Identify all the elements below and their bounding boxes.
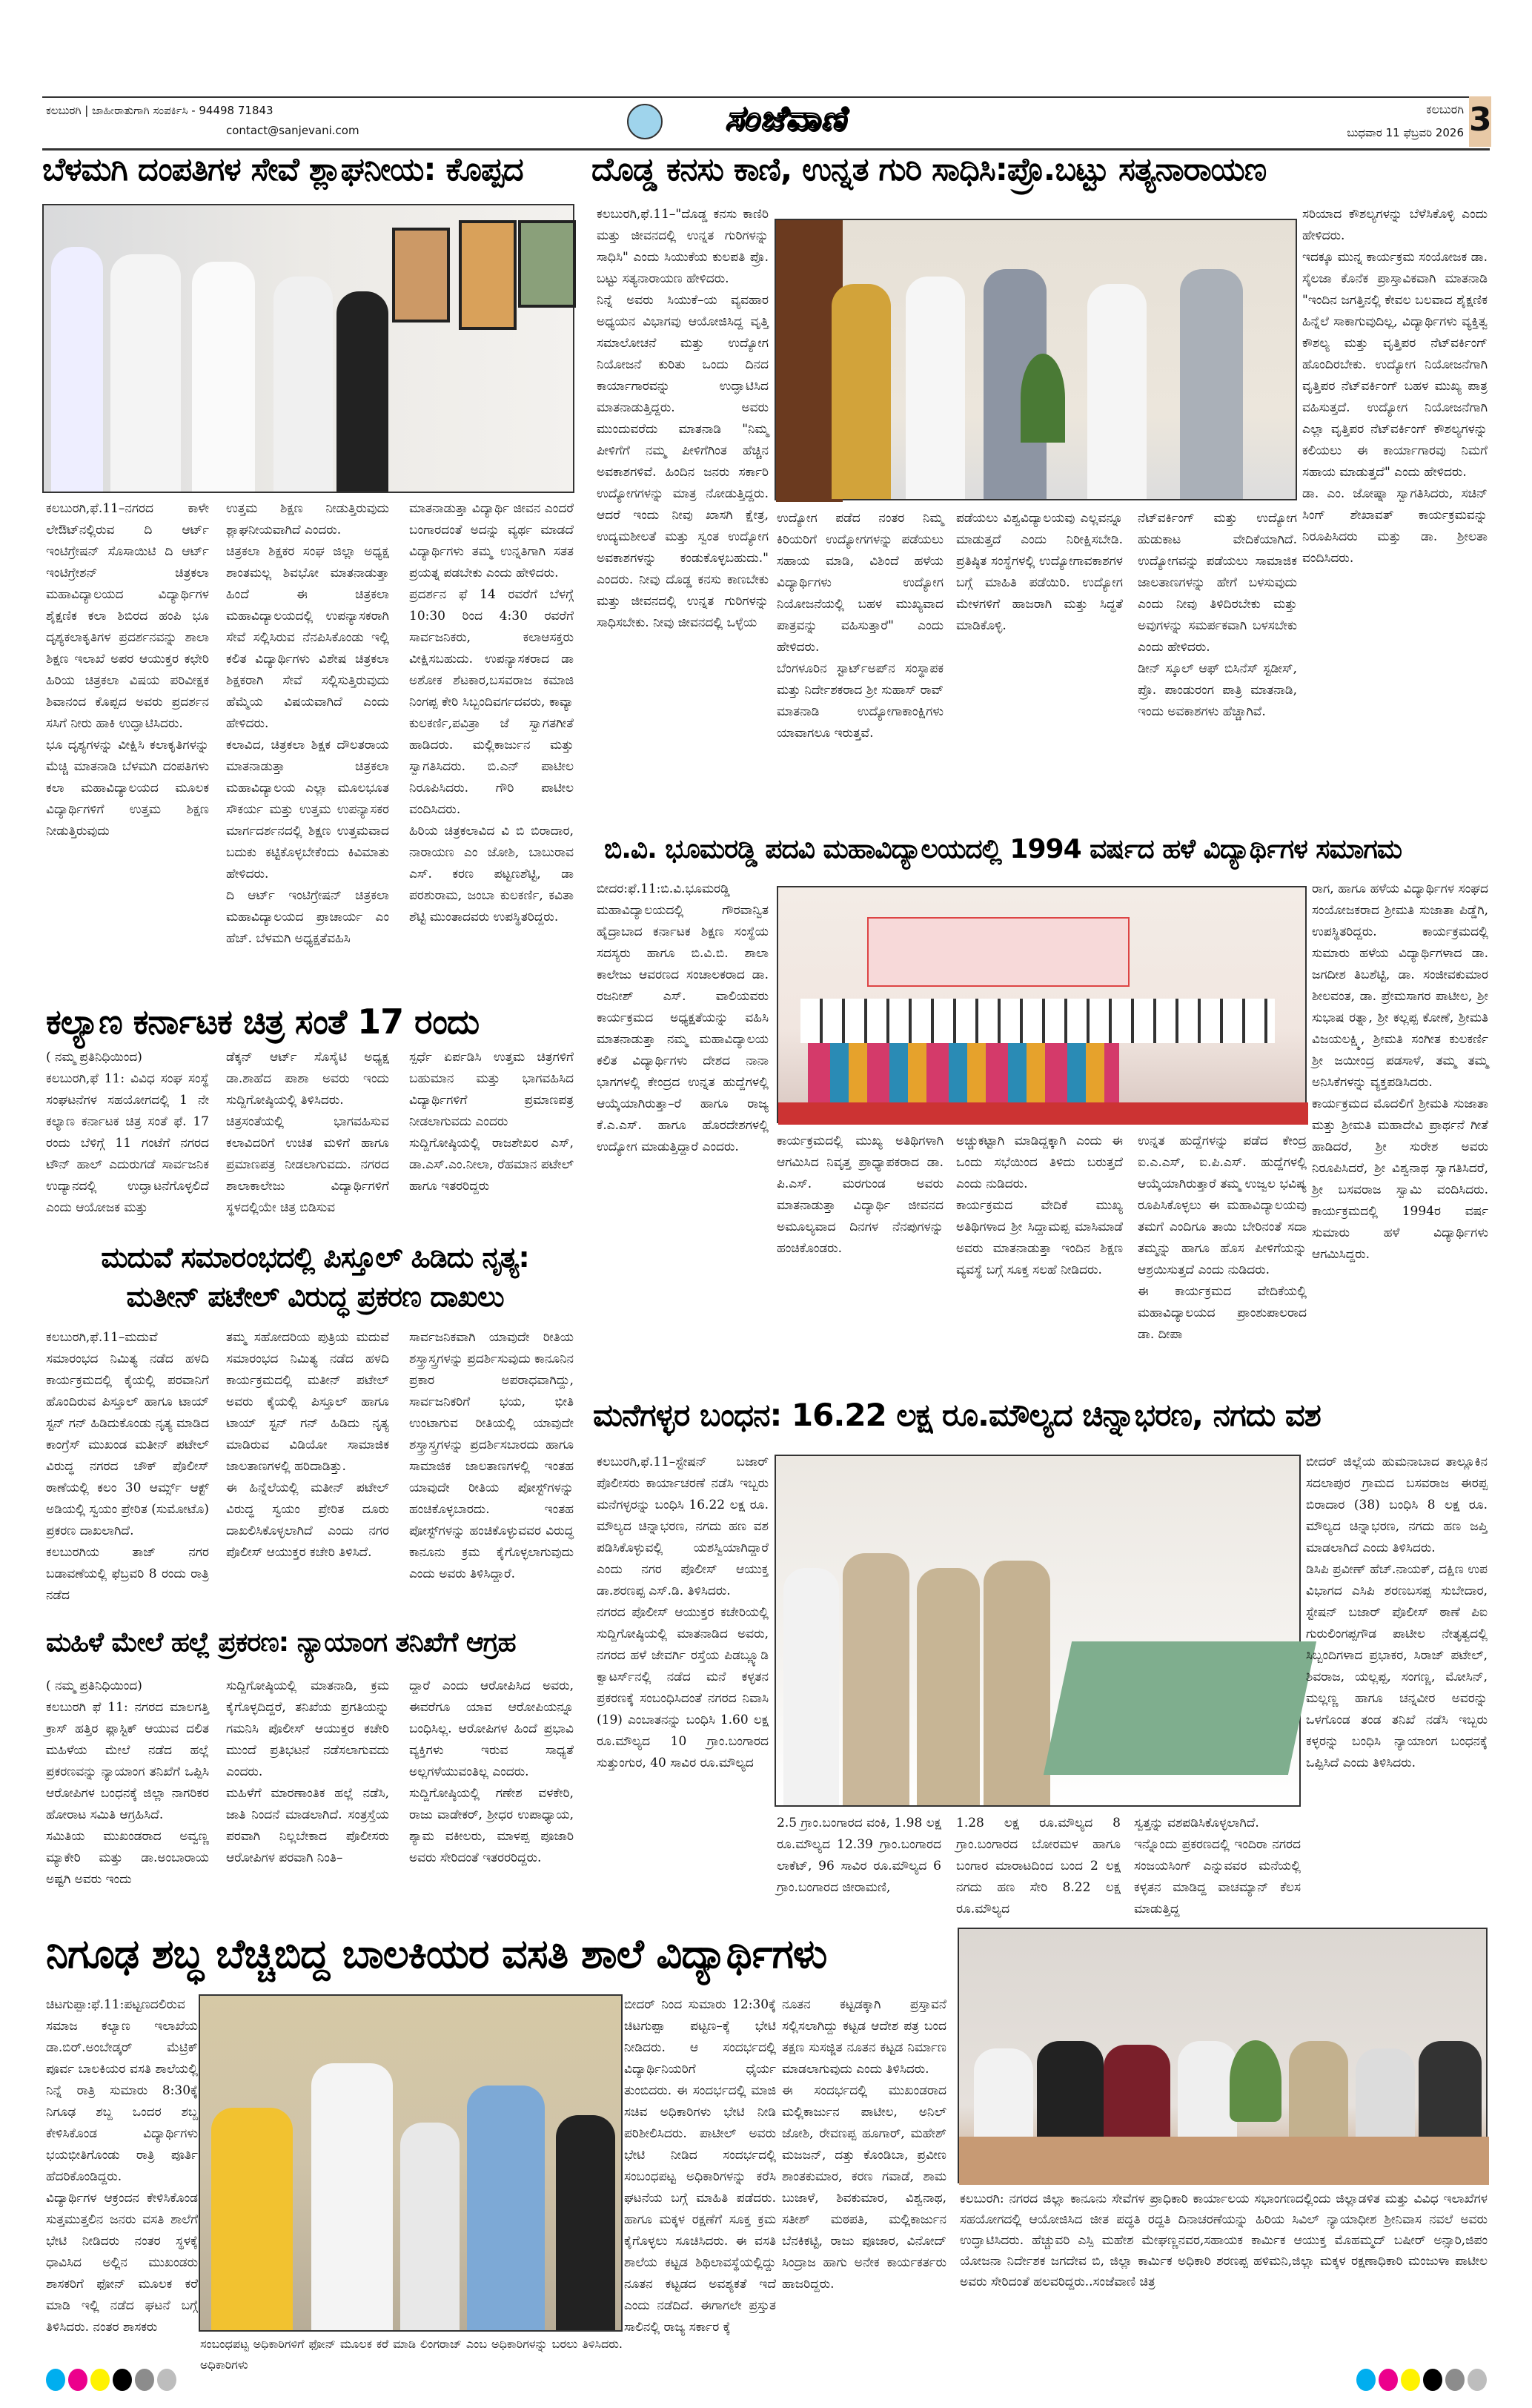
yellow-dot <box>90 2369 110 2391</box>
masthead-bottom-rule <box>42 148 1490 150</box>
jewellery-display-board <box>1044 1641 1316 1775</box>
person-figure <box>1087 284 1147 499</box>
plant <box>1230 2040 1281 2122</box>
person-figure <box>336 291 388 492</box>
theft-col-5: ಸ್ವತ್ತನ್ನು ವಶಪಡಿಸಿಕೊಳ್ಳಲಾಗಿದೆ. ಇನ್ನೊಂದು ಪ್ರಕರಣದಲ್ಲಿ ಇಂದಿರಾ ನಗರದ ಸಂಜಯಸಿಂಗ್ ಎನ್ನುವವರ ಮನೆಯಲ್ಲಿ ಕಳ್ಳತನ ಮಾಡಿದ್ದ ವಾಚಮ್ಯಾನ್ ಕೆಲಸ ಮಾಡುತ್ತಿದ್ದ <box>1134 1816 1301 1916</box>
photo-alumni-meet <box>777 886 1307 1123</box>
headline-bhoomaraddi: ಬಿ.ವಿ. ಭೂಮರಡ್ಡಿ ಪದವಿ ಮಹಾವಿದ್ಯಾಲಯದಲ್ಲಿ 1994 ವರ್ಷದ ಹಳೆ ವಿದ್ಯಾರ್ಥಿಗಳ ಸಮಾಗಮ <box>604 834 1402 864</box>
photo-mla-visit-hostel <box>199 1994 623 2332</box>
gray-dot <box>135 2369 154 2391</box>
person-figure <box>51 247 103 492</box>
black-dot <box>1423 2369 1442 2391</box>
theft-col-2: ಬೀದರ್ ಜಿಲ್ಲೆಯ ಹುಮನಾಬಾದ ತಾಲ್ಲೂಕಿನ ಸದಲಾಪುರ ಗ್ರಾಮದ ಬಸವರಾಜ ಈರಪ್ಪ ಬಿರಾದಾರ (38) ಬಂಧಿಸಿ 8 ಲಕ್ಷ ರೂ. ಮೌಲ್ಯದ ಚಿನ್ನಾಭರಣ, ನಗದು ಹಣ ಜಪ್ತಿ ಮಾಡಲಾಗಿದೆ ಎಂದು ತಿಳಿಸಿದರು. ಡಿಸಿಪಿ ಪ್ರವೀಣ್ ಹೆಚ್.ನಾಯಕ್, ದಕ್ಷಿಣ ಉಪ ವಿಭಾಗದ ಎಸಿಪಿ ಶರಣಬಸಪ್ಪ ಸುಬೇದಾರ, ಸ್ಟೇಷನ್ ಬಜಾರ್ ಪೊಲೀಸ್ ಠಾಣೆ ಪಿಐ ಗುರುಲಿಂಗಪ್ಪಗೌಡ ಪಾಟೀಲ ನೇತೃತ್ವದಲ್ಲಿ ಸಿಬ್ಬಂದಿಗಳಾದ ಪ್ರಭಾಕರ, ಸಿರಾಜ್ ಪಟೇಲ್, ಶಿವರಾಜ, ಯಲ್ಲಪ್ಪ, ಸಂಗಣ್ಣ, ಮೋಸಿನ್, ಮಲ್ಲಣ್ಣ ಹಾಗೂ ಚನ್ನವೀರ ಅವರನ್ನು ಒಳಗೊಂಡ ತಂಡ ತನಿಖೆ ನಡೆಸಿ ಇಬ್ಬರು ಕಳ್ಳರನ್ನು ಬಂಧಿಸಿ ನ್ಯಾಯಾಂಗ ಬಂಧನಕ್ಕೆ ಒಪ್ಪಿಸಿದೆ ಎಂದು ತಿಳಿಸಿದರು. <box>1306 1455 1488 1770</box>
logo-globe-icon <box>627 104 663 139</box>
kalyana-col-2: ಡೆಕ್ಕನ್ ಆರ್ಟ್ ಸೊಸೈಟಿ ಅಧ್ಯಕ್ಷ ಡಾ.ಶಾಹೆದ ಪಾಶಾ ಅವರು ಇಂದು ಸುದ್ದಿಗೋಷ್ಠಿಯಲ್ಲಿ ತಿಳಿಸಿದರು. ಚಿತ್ರಸಂತೆಯಲ್ಲಿ ಭಾಗವಹಿಸುವ ಕಲಾವಿದರಿಗೆ ಉಚಿತ ಮಳಿಗೆ ಹಾಗೂ ಪ್ರಮಾಣಪತ್ರ ನೀಡಲಾಗುವದು. ನಗರದ ಶಾಲಾಕಾಲೇಜು ವಿದ್ಯಾರ್ಥಿಗಳಿಗೆ ಸ್ಥಳದಲ್ಲಿಯೇ ಚಿತ್ರ ಬಿಡಿಸುವ <box>226 1050 389 1215</box>
headline-kalyana: ಕಲ್ಯಾಣ ಕರ್ನಾಟಕ ಚಿತ್ರ ಸಂತೆ 17 ರಂದು <box>46 1002 480 1042</box>
headline-belamagi: ಬೆಳಮಗಿ ದಂಪತಿಗಳ ಸೇವೆ ಶ್ಲಾಘನೀಯ: ಕೊಪ್ಪದ <box>42 151 523 188</box>
yellow-dot <box>1401 2369 1420 2391</box>
bhattu-col-5: ನೆಟ್‌ವರ್ಕಿಂಗ್ ಮತ್ತು ಉದ್ಯೋಗ ಹುಡುಕಾಟ ವೇದಿಕೆಯಾಗಿದೆ. ಉದ್ಯೋಗವನ್ನು ಪಡೆಯಲು ಸಾಮಾಜಿಕ ಜಾಲತಾಣಗಳನ್ನು ಹೇಗೆ ಬಳಸುವುದು ಎಂದು ನೀವು ತಿಳಿದಿರಬೇಕು ಮತ್ತು ಅವುಗಳನ್ನು ಸಮರ್ಪಕವಾಗಿ ಬಳಸಬೇಕು ಎಂದು ಹೇಳಿದರು. ಡೀನ್ ಸ್ಕೂಲ್ ಆಫ್ ಬಿಸಿನೆಸ್ ಸ್ಟಡೀಸ್, ಪ್ರೊ. ಪಾಂಡುರಂಗ ಪಾತ್ರಿ ಮಾತನಾಡಿ, ಇಂದು ಅವಕಾಶಗಳು ಹೆಚ್ಚಾಗಿವೆ. <box>1138 511 1297 719</box>
table <box>959 2137 1489 2185</box>
person-figure <box>783 1568 839 1805</box>
page-number: 3 <box>1469 96 1491 147</box>
kalyana-col-3: ಸ್ಪರ್ಧೆ ಏರ್ಪಡಿಸಿ ಉತ್ತಮ ಚಿತ್ರಗಳಿಗೆ ಬಹುಮಾನ ಮತ್ತು ಭಾಗವಹಿಸಿದ ವಿದ್ಯಾರ್ಥಿಗಳಿಗೆ ಪ್ರಮಾಣಪತ್ರ ನೀಡಲಾಗುವದು ಎಂದರು ಸುದ್ದಿಗೋಷ್ಠಿಯಲ್ಲಿ ರಾಜಶೇಖರ ಎಸ್, ಡಾ.ಎಸ್.ಎಂ.ನೀಲಾ, ರೆಹಮಾನ ಪಟೇಲ್ ಹಾಗೂ ಇತರರಿದ್ದರು <box>409 1050 574 1194</box>
person-figure <box>110 254 181 492</box>
person-figure <box>556 2115 615 2330</box>
painting-frame <box>459 220 517 330</box>
person-figure <box>211 2108 293 2330</box>
maduve-col-1: ಕಲಬುರಗಿ,ಫೆ.11–ಮದುವೆ ಸಮಾರಂಭದ ನಿಮಿತ್ಯ ನಡೆದ ಹಳದಿ ಕಾರ್ಯಕ್ರಮದಲ್ಲಿ ಕೈಯಲ್ಲಿ ಪರವಾನಿಗೆ ಹೊಂದಿರುವ ಪಿಸ್ತೂಲ್ ಹಾಗೂ ಟಾಯ್ ಸ್ಟನ್ ಗನ್ ಹಿಡಿದುಕೊಂಡು ನೃತ್ಯ ಮಾಡಿದ ಕಾಂಗ್ರೆಸ್ ಮುಖಂಡ ಮತೀನ್ ಪಟೇಲ್ ವಿರುದ್ಧ ನಗರದ ಚೌಕ್ ಪೊಲೀಸ್ ಠಾಣೆಯಲ್ಲಿ ಕಲಂ 30 ಆರ್ಮ್ಸ್ ಆಕ್ಟ್ ಅಡಿಯಲ್ಲಿ ಸ್ವಯಂ ಪ್ರೇರಿತ (ಸುಮೋಟೊ) ಪ್ರಕರಣ ದಾಖಲಾಗಿದೆ. ಕಲಬುರಗಿಯ ತಾಜ್ ನಗರ ಬಡಾವಣೆಯಲ್ಲಿ ಫೆಬ್ರವರಿ 8 ರಂದು ರಾತ್ರಿ ನಡೆದ <box>46 1330 209 1603</box>
belamagi-col-3: ಮಾತನಾಡುತ್ತಾ ವಿದ್ಯಾರ್ಥಿ ಜೀವನ ಎಂದರೆ ಬಂಗಾರದಂತೆ ಅದನ್ನು ವ್ಯರ್ಥ ಮಾಡದೆ ವಿದ್ಯಾರ್ಥಿಗಳು ತಮ್ಮ ಉನ್ನತಿಗಾಗಿ ಸತತ ಪ್ರಯತ್ನ ಪಡಬೇಕು ಎಂದು ಹೇಳಿದರು. ಪ್ರದರ್ಶನ ಫೆ 14 ರವರೆಗೆ ಬೆಳಗ್ಗೆ 10:30 ರಿಂದ 4:30 ರವರೆಗೆ ಸಾರ್ವಜನಿಕರು, ಕಲಾಆಸಕ್ತರು ವೀಕ್ಷಿಸಬಹುದು. ಉಪನ್ಯಾಸಕರಾದ ಡಾ ಅಶೋಕ ಶೆಟಕಾರ,ಬಸವರಾಜ ಕಮಾಜಿ ನಿಂಗಪ್ಪ ಕೇರಿ ಸಿಬ್ಬಂದಿವರ್ಗದವರು, ಕಾವ್ಯಾ ಕುಲಕರ್ಣಿ,ಪವಿತ್ರಾ ಜೆ ಸ್ವಾಗತಗೀತೆ ಹಾಡಿದರು. ಮಲ್ಲಿಕಾರ್ಜುನ ಮತ್ತು ಸ್ವಾಗತಿಸಿದರು. ಬಿ.ಎನ್ ಪಾಟೀಲ ನಿರೂಪಿಸಿದರು. ಗೌರಿ ಪಾಟೀಲ ವಂದಿಸಿದರು. ಹಿರಿಯ ಚಿತ್ರಕಲಾವಿದ ವಿ ಬಿ ಬಿರಾದಾರ, ನಾರಾಯಣ ಎಂ ಜೋಶಿ, ಬಾಬುರಾವ ಎಸ್. ಕರಣ ಪಟ್ಟಣಶೆಟ್ಟಿ, ಡಾ ಪರಶುರಾಮ, ಜಂಬಾ ಕುಲಕರ್ಣಿ, ಕವಿತಾ ಶೆಟ್ಟಿ ಮುಂತಾದವರು ಉಪಸ್ಥಿತರಿದ್ದರು. <box>409 501 574 924</box>
headline-theft: ಮನೆಗಳ್ಳರ ಬಂಧನ: 16.22 ಲಕ್ಷ ರೂ.ಮೌಲ್ಯದ ಚಿನ್ನಾಭರಣ, ನಗದು ವಶ <box>593 1397 1321 1433</box>
person-figure <box>467 2086 545 2330</box>
people-row-front <box>808 1043 1119 1102</box>
person-figure <box>311 2063 393 2330</box>
bhattu-col-2: ಸರಿಯಾದ ಕೌಶಲ್ಯಗಳನ್ನು ಬೆಳೆಸಿಕೊಳ್ಳಿ ಎಂದು ಹೇಳಿದರು. ಇದಕ್ಕೂ ಮುನ್ನ ಕಾರ್ಯಕ್ರಮ ಸಂಯೋಜಕ ಡಾ. ಸೈಲಜಾ ಕೊನೆಕ ಪ್ರಾಸ್ತಾವಿಕವಾಗಿ ಮಾತನಾಡಿ "ಇಂದಿನ ಜಗತ್ತಿನಲ್ಲಿ ಕೇವಲ ಬಲವಾದ ಶೈಕ್ಷಣಿಕ ಹಿನ್ನೆಲೆ ಸಾಕಾಗುವುದಿಲ್ಲ, ವಿದ್ಯಾರ್ಥಿಗಳು ವ್ಯಕ್ತಿತ್ವ ಕೌಶಲ್ಯ ಮತ್ತು ವೃತ್ತಿಪರ ನೆಟ್‌ವರ್ಕಿಂಗ್ ಹೊಂದಿರಬೇಕು. ಉದ್ಯೋಗ ನಿಯೋಜನೆಗಾಗಿ ವೃತ್ತಿಪರ ನೆಟ್‌ವರ್ಕಿಂಗ್ ಬಹಳ ಮುಖ್ಯ ಪಾತ್ರ ವಹಿಸುತ್ತದೆ. ಉದ್ಯೋಗ ನಿಯೋಜನೆಗಾಗಿ ಎಲ್ಲಾ ವೃತ್ತಿಪರ ನೆಟ್‌ವರ್ಕಿಂಗ್ ಕೌಶಲ್ಯಗಳನ್ನು ಕಲಿಯಲು ಈ ಕಾರ್ಯಾಗಾರವು ನಿಮಗೆ ಸಹಾಯ ಮಾಡುತ್ತದೆ" ಎಂದು ಹೇಳಿದರು. ಡಾ. ಎಂ. ಜೋಷ್ನಾ ಸ್ವಾಗತಿಸಿದರು, ಸಚಿನ್ ಸಿಂಗ್ ಶೇಖಾವತ್ ಕಾರ್ಯಕ್ರಮವನ್ನು ನಿರೂಪಿಸಿದರು ಮತ್ತು ಡಾ. ಶ್ರೀಲತಾ ವಂದಿಸಿದರು. <box>1302 207 1488 566</box>
headline-maduve-line1: ಮದುವೆ ಸಮಾರಂಭದಲ್ಲಿ ಪಿಸ್ತೂಲ್ ಹಿಡಿದು ನೃತ್ಯ: <box>101 1241 529 1274</box>
maduve-col-2: ತಮ್ಮ ಸಹೋದರಿಯ ಪುತ್ರಿಯ ಮದುವೆ ಸಮಾರಂಭದ ನಿಮಿತ್ಯ ನಡೆದ ಹಳದಿ ಕಾರ್ಯಕ್ರಮದಲ್ಲಿ ಮತೀನ್ ಪಟೇಲ್ ಅವರು ಕೈಯಲ್ಲಿ ಪಿಸ್ತೂಲ್ ಹಾಗೂ ಟಾಯ್ ಸ್ಟನ್ ಗನ್ ಹಿಡಿದು ನೃತ್ಯ ಮಾಡಿರುವ ವಿಡಿಯೋ ಸಾಮಾಜಿಕ ಜಾಲತಾಣಗಳಲ್ಲಿ ಹರಿದಾಡಿತ್ತು. ಈ ಹಿನ್ನೆಲೆಯಲ್ಲಿ ಮತೀನ್ ಪಟೇಲ್ ವಿರುದ್ಧ ಸ್ವಯಂ ಪ್ರೇರಿತ ದೂರು ದಾಖಲಿಸಿಕೊಳ್ಳಲಾಗಿದೆ ಎಂದು ನಗರ ಪೊಲೀಸ್ ಆಯುಕ್ತರ ಕಚೇರಿ ತಿಳಿಸಿದೆ. <box>226 1330 389 1560</box>
photo-bonded-labour-day <box>958 1928 1488 2183</box>
light-gray-dot <box>1468 2369 1487 2391</box>
magenta-dot <box>68 2369 87 2391</box>
police-officer-figure <box>843 1553 909 1805</box>
bhattu-col-4: ಪಡೆಯಲು ವಿಶ್ವವಿದ್ಯಾಲಯವು ಎಲ್ಲವನ್ನೂ ಮಾಡುತ್ತದೆ ಎಂದು ನಿರೀಕ್ಷಿಸಬೇಡಿ. ಪ್ರತಿಷ್ಠಿತ ಸಂಸ್ಥೆಗಳಲ್ಲಿ ಉದ್ಯೋಗಾವಕಾಶಗಳ ಬಗ್ಗೆ ಮಾಹಿತಿ ಪಡೆಯಿರಿ. ಉದ್ಯೋಗ ಮೇಳಗಳಿಗೆ ಹಾಜರಾಗಿ ಮತ್ತು ಸಿದ್ಧತೆ ಮಾಡಿಕೊಳ್ಳಿ. <box>956 511 1123 633</box>
bhoomaraddi-col-3: ಕಾರ್ಯಕ್ರಮದಲ್ಲಿ ಮುಖ್ಯ ಅತಿಥಿಗಳಾಗಿ ಆಗಮಿಸಿದ ನಿವೃತ್ತ ಪ್ರಾಧ್ಯಾಪಕರಾದ ಡಾ. ಪಿ.ಎಸ್. ಮರಗುಂಡ ಅವರು ಮಾತನಾಡುತ್ತಾ ವಿದ್ಯಾರ್ಥಿ ಜೀವನದ ಅಮೂಲ್ಯವಾದ ದಿನಗಳ ನೆನಪುಗಳನ್ನು ಹಂಚಿಕೊಂಡರು. <box>777 1134 944 1256</box>
nigoodha-col-3: ನೂತನ ಕಟ್ಟಡಕ್ಕಾಗಿ ಪ್ರಸ್ತಾವನೆ ಸಲ್ಲಿಸಲಾಗಿದ್ದು ಕಟ್ಟಡ ಆದೇಶ ಪತ್ರ ಬಂದ ತಕ್ಷಣ ಸುಸಜ್ಜಿತ ನೂತನ ಕಟ್ಟಡ ನಿರ್ಮಾಣ ಮಾಡಲಾಗುವುದು ಎಂದು ತಿಳಿಸಿದರು. ಈ ಸಂದರ್ಭದಲ್ಲಿ ಮುಖಂಡರಾದ ಮಲ್ಲಿಕಾರ್ಜುನ ಪಾಟೀಲ, ಅನಿಲ್ ಜೋಶಿ, ರೇವಣಪ್ಪ ಹೂಗಾರ್, ಮಹೇಶ್ ಮಜಜನ್, ದತ್ತು ಕೊಂಡಿಬಾ, ಪ್ರವೀಣ ಶಾಂತಕುಮಾರ, ಕರಣ ಗವಾಡೆ, ಶಾಮ ಬುಜಾಳೆ, ಶಿವಕುಮಾರ, ವಿಶ್ವನಾಥ, ಸತೀಶ್ ಮಠಪತಿ, ಮಲ್ಲಿಕಾರ್ಜುನ ಬೆನಕಿಕಟ್ಟಿ, ರಾಜು ಪೂಜಾರ, ವಿನೋದ್ ಸಿಂದ್ರಾಜ ಹಾಗು ಅನೇಕ ಕಾರ್ಯಕರ್ತರು ಹಾಜರಿದ್ದರು. <box>782 1997 946 2292</box>
nigoodha-col-2: ಬೀದರ್ ನಿಂದ ಸುಮಾರು 12:30ಕ್ಕೆ ಚಿಟಗುಪ್ಪಾ ಪಟ್ಟಣ–ಕ್ಕೆ ಭೇಟಿ ನೀಡಿದರು. ಆ ಸಂದರ್ಭದಲ್ಲಿ ವಿದ್ಯಾರ್ಥಿನಿಯರಿಗೆ ಧೈರ್ಯ ತುಂಬಿದರು. ಈ ಸಂದರ್ಭದಲ್ಲಿ ಮಾಜಿ ಸಚಿವ ಅಧಿಕಾರಿಗಳು ಭೇಟಿ ನೀಡಿ ಪರಿಶೀಲಿಸಿದರು. ಪಾಟೀಲ್ ಅವರು ಭೇಟಿ ನೀಡಿದ ಸಂದರ್ಭದಲ್ಲಿ ಸಂಬಂಧಪಟ್ಟ ಅಧಿಕಾರಿಗಳನ್ನು ಕರೆಸಿ ಘಟನೆಯ ಬಗ್ಗೆ ಮಾಹಿತಿ ಪಡೆದರು. ಹಾಗೂ ಮಕ್ಕಳ ರಕ್ಷಣೆಗೆ ಸೂಕ್ತ ಕ್ರಮ ಕೈಗೊಳ್ಳಲು ಸೂಚಿಸಿದರು. ಈ ವಸತಿ ಶಾಲೆಯ ಕಟ್ಟಡ ಶಿಥಿಲಾವಸ್ಥೆಯಲ್ಲಿದ್ದು ನೂತನ ಕಟ್ಟಡದ ಅವಶ್ಯಕತೆ ಇದೆ ಎಂದು ನಡೆದಿದೆ. ಈಗಾಗಲೇ ಪ್ರಸ್ತುತ ಸಾಲಿನಲ್ಲಿ ರಾಜ್ಯ ಸರ್ಕಾರ ಕ್ಕೆ <box>624 1997 776 2335</box>
bhattu-col-1: ಕಲಬುರಗಿ,ಫೆ.11–"ದೊಡ್ಡ ಕನಸು ಕಾಣಿರಿ ಮತ್ತು ಜೀವನದಲ್ಲಿ ಉನ್ನತ ಗುರಿಗಳನ್ನು ಸಾಧಿಸಿ" ಎಂದು ಸಿಯುಕೆಯ ಕುಲಪತಿ ಪ್ರೊ. ಬಟ್ಟು ಸತ್ಯನಾರಾಯಣ ಹೇಳಿದರು. ನಿನ್ನೆ ಅವರು ಸಿಯುಕೆ–ಯ ವ್ಯವಹಾರ ಅಧ್ಯಯನ ವಿಭಾಗವು ಆಯೋಜಿಸಿದ್ದ ವೃತ್ತಿ ಸಮಾಲೋಚನೆ ಮತ್ತು ಉದ್ಯೋಗ ನಿಯೋಜನೆ ಕುರಿತು ಒಂದು ದಿನದ ಕಾರ್ಯಾಗಾರವನ್ನು ಉದ್ಘಾಟಿಸಿದ ಮಾತನಾಡುತ್ತಿದ್ದರು. ಅವರು ಮುಂದುವರೆದು ಮಾತನಾಡಿ "ನಿಮ್ಮ ಪೀಳಿಗೆಗೆ ನಮ್ಮ ಪೀಳಿಗೆಗಿಂತ ಹೆಚ್ಚಿನ ಅವಕಾಶಗಳಿವೆ. ಹಿಂದಿನ ಜನರು ಸರ್ಕಾರಿ ಉದ್ಯೋಗಗಳನ್ನು ಮಾತ್ರ ನೋಡುತ್ತಿದ್ದರು. ಆದರೆ ಇಂದು ನೀವು ಖಾಸಗಿ ಕ್ಷೇತ್ರ, ಉದ್ಯಮಶೀಲತೆ ಮತ್ತು ಸ್ವಂತ ಉದ್ಯೋಗ ಅವಕಾಶಗಳನ್ನು ಕಂಡುಕೊಳ್ಳಬಹುದು." ಎಂದರು. ನೀವು ದೊಡ್ಡ ಕನಸು ಕಾಣಬೇಕು ಮತ್ತು ಜೀವನದಲ್ಲಿ ಉನ್ನತ ಗುರಿಗಳನ್ನು ಸಾಧಿಸಬೇಕು. ನೀವು ಜೀವನದಲ್ಲಿ ಒಳ್ಳೆಯ <box>597 207 769 630</box>
mahile-col-1: ( ನಮ್ಮ ಪ್ರತಿನಿಧಿಯಿಂದ) ಕಲಬುರಗಿ ಫೆ 11: ನಗರದ ಮಾಲಗತ್ತಿ ಕ್ರಾಸ್ ಹತ್ತಿರ ಪ್ಲಾಸ್ಟಿಕ್ ಆಯುವ ದಲಿತ ಮಹಿಳೆಯ ಮೇಲೆ ನಡೆದ ಹಲ್ಲೆ ಪ್ರಕರಣವನ್ನು ನ್ಯಾಯಾಂಗ ತನಿಖೆಗೆ ಒಪ್ಪಿಸಿ ಆರೋಪಿಗಳ ಬಂಧನಕ್ಕೆ ಜಿಲ್ಲಾ ನಾಗರಿಕರ ಹೋರಾಟ ಸಮಿತಿ ಆಗ್ರಹಿಸಿದೆ. ಸಮಿತಿಯ ಮುಖಂಡರಾದ ಅವ್ವಣ್ಣ ಮ್ಯಾಕೇರಿ ಮತ್ತು ಡಾ.ಅಂಬಾರಾಯ ಅಷ್ಟಗಿ ಅವರು ಇಂದು <box>46 1678 209 1887</box>
cyan-dot <box>1356 2369 1376 2391</box>
bhoomaraddi-col-4: ಅಚ್ಚುಕಟ್ಟಾಗಿ ಮಾಡಿದ್ದಕ್ಕಾಗಿ ಎಂದು ಈ ಒಂದು ಸಭೆಯಿಂದ ತಿಳಿದು ಬರುತ್ತದೆ ಎಂದು ನುಡಿದರು. ಕಾರ್ಯಕ್ರಮದ ವೇದಿಕೆ ಮುಖ್ಯ ಅತಿಥಿಗಳಾದ ಶ್ರೀ ಸಿದ್ದಾಮಪ್ಪ ಮಾಸಿಮಾಡೆ ಅವರು ಮಾತನಾಡುತ್ತಾ ಇಂದಿನ ಶಿಕ್ಷಣ ವ್ಯವಸ್ಥೆ ಬಗ್ಗೆ ಸೂಕ್ತ ಸಲಹೆ ನೀಡಿದರು. <box>956 1134 1123 1277</box>
masthead-logo: ಸಂಜೆವಾಣಿ <box>725 98 846 138</box>
theft-col-4: 1.28 ಲಕ್ಷ ರೂ.ಮೌಲ್ಯದ 8 ಗ್ರಾಂ.ಬಂಗಾರದ ಬೋರಮಳ ಹಾಗೂ ಬಂಗಾರ ಮಾರಾಟದಿಂದ ಬಂದ 2 ಲಕ್ಷ ನಗದು ಹಣ ಸೇರಿ 8.22 ಲಕ್ಷ ರೂ.ಮೌಲ್ಯದ <box>956 1816 1121 1916</box>
masthead-date: ಬುಧವಾರ 11 ಫೆಬ್ರವರಿ 2026 <box>1347 126 1464 139</box>
police-officer-figure <box>917 1568 980 1805</box>
bhoomaraddi-col-5: ಉನ್ನತ ಹುದ್ದೆಗಳನ್ನು ಪಡೆದ ಕೇಂದ್ರ ಐ.ಎ.ಎಸ್, ಐ.ಪಿ.ಎಸ್. ಹುದ್ದೆಗಳಲ್ಲಿ ಆಯ್ಕೆಯಾಗಿರುತ್ತಾರೆ ತಮ್ಮ ಉಜ್ವಲ ಭವಿಷ್ಯ ರೂಪಿಸಿಕೊಳ್ಳಲು ಈ ಮಹಾವಿದ್ಯಾಲಯವು ತಮಗೆ ಎಂದಿಗೂ ತಾಯಿ ಬೇರಿನಂತೆ ಸದಾ ತಮ್ಮನ್ನು ಹಾಗೂ ಹೊಸ ಪೀಳಿಗೆಯನ್ನು ಆಶ್ರಯಿಸುತ್ತದೆ ಎಂದು ನುಡಿದರು. ಈ ಕಾರ್ಯಕ್ರಮದ ವೇದಿಕೆಯಲ್ಲಿ ಮಹಾವಿದ್ಯಾಲಯದ ಪ್ರಾಂಶುಪಾಲರಾದ ಡಾ. ದೀಪಾ <box>1138 1134 1307 1342</box>
photo-workshop-dignitaries <box>775 219 1297 500</box>
person-figure <box>273 277 333 492</box>
plant <box>1021 354 1065 443</box>
gray-dot <box>1445 2369 1465 2391</box>
masthead-email: contact@sanjevani.com <box>226 124 359 137</box>
theft-col-3: 2.5 ಗ್ರಾಂ.ಬಂಗಾರದ ವಂಕಿ, 1.98 ಲಕ್ಷ ರೂ.ಮೌಲ್ಯದ 12.39 ಗ್ರಾಂ.ಬಂಗಾರದ ಲಾಕೆಟ್, 96 ಸಾವಿರ ರೂ.ಮೌಲ್ಯದ 6 ಗ್ರಾಂ.ಬಂಗಾರದ ಜೀರಾಮಣಿ, <box>777 1816 941 1895</box>
mahile-col-3: ದ್ದಾರೆ ಎಂದು ಆರೋಪಿಸಿದ ಅವರು, ಈವರೆಗೂ ಯಾವ ಆರೋಪಿಯನ್ನೂ ಬಂಧಿಸಿಲ್ಲ. ಆರೋಪಿಗಳ ಹಿಂದೆ ಪ್ರಭಾವಿ ವ್ಯಕ್ತಿಗಳು ಇರುವ ಸಾಧ್ಯತೆ ಅಲ್ಲಗಳೆಯುವಂತಿಲ್ಲ ಎಂದರು. ಸುದ್ದಿಗೋಷ್ಠಿಯಲ್ಲಿ ಗಣೇಶ ವಳಕೇರಿ, ರಾಜು ವಾಡೇಕರ್, ಶ್ರೀಧರ ಉಪಾಧ್ಯಾಯ, ಶ್ಯಾಮ ವಕೀಲರು, ಮಾಳಪ್ಪ ಪೂಜಾರಿ ಅವರು ಸೇರಿದಂತೆ ಇತರರರಿದ್ದರು. <box>409 1678 574 1865</box>
headline-bhattu: ದೊಡ್ಡ ಕನಸು ಕಾಣಿ, ಉನ್ನತ ಗುರಿ ಸಾಧಿಸಿ:ಪ್ರೊ.ಬಟ್ಟು ಸತ್ಯನಾರಾಯಣ <box>591 151 1267 188</box>
nigoodha-text-below-photo: ಸಂಬಂಧಪಟ್ಟ ಅಧಿಕಾರಿಗಳಿಗೆ ಫೋನ್ ಮೂಲಕ ಕರೆ ಮಾಡಿ ಲಿಂಗರಾಜ್ ಎಂಬ ಅಧಿಕಾರಿಗಳನ್ನು ಬರಲು ತಿಳಿಸಿದರು. ಅಧಿಕಾರಿಗಳು <box>200 2337 623 2372</box>
person-figure <box>192 262 255 492</box>
person-figure <box>832 284 891 499</box>
headline-mahile: ಮಹಿಳೆ ಮೇಲೆ ಹಲ್ಲೆ ಪ್ರಕರಣ: ನ್ಯಾಯಾಂಗ ತನಿಖೆಗೆ ಆಗ್ರಹ <box>46 1627 516 1658</box>
bhattu-col-3: ಉದ್ಯೋಗ ಪಡೆದ ನಂತರ ನಿಮ್ಮ ಕಿರಿಯರಿಗೆ ಉದ್ಯೋಗಗಳನ್ನು ಪಡೆಯಲು ಸಹಾಯ ಮಾಡಿ, ವಿಶಿಂದೆ ಹಳೆಯ ವಿದ್ಯಾರ್ಥಿಗಳು ಉದ್ಯೋಗ ನಿಯೋಜನೆಯಲ್ಲಿ ಬಹಳ ಮುಖ್ಯವಾದ ಪಾತ್ರವನ್ನು ವಹಿಸುತ್ತಾರೆ" ಎಂದು ಹೇಳಿದರು. ಬೆಂಗಳೂರಿನ ಸ್ಟಾರ್ಟ್‌ಅಪ್‌ನ ಸಂಸ್ಥಾಪಕ ಮತ್ತು ನಿರ್ದೇಶಕರಾದ ಶ್ರೀ ಸುಹಾಸ್ ರಾವ್ ಮಾತನಾಡಿ ಉದ್ಯೋಗಾಕಾಂಕ್ಷಿಗಳು ಯಾವಾಗಲೂ ಇರುತ್ತವೆ. <box>777 511 944 741</box>
jeetha-photo-caption: ಕಲಬುರಗಿ: ನಗರದ ಜಿಲ್ಲಾ ಕಾನೂನು ಸೇವೆಗಳ ಪ್ರಾಧಿಕಾರಿ ಕಾರ್ಯಾಲಯ ಸಭಾಂಗಣದಲ್ಲಿಂದು ಜಿಲ್ಲಾಡಳಿತ ಮತ್ತು ವಿವಿಧ ಇಲಾಖೆಗಳ ಸಹಯೋಗದಲ್ಲಿ ಆಯೋಜಿಸಿದ ಜೀತ ಪದ್ಧತಿ ರದ್ದತಿ ದಿನಾಚರಣೆಯನ್ನು ಹಿರಿಯ ಸಿವಿಲ್ ನ್ಯಾಯಾಧೀಶ ಶ್ರೀನಿವಾಸ ನವಲೆ ಅವರು ಉದ್ಘಾಟಿಸಿದರು. ಹೆಚ್ಚುವರಿ ಎಸ್ಪಿ ಮಹೇಶ ಮೇಘಣ್ಣನವರ,ಸಹಾಯಕ ಕಾರ್ಮಿಕ ಆಯುಕ್ತ ಮೊಹಮ್ಮದ್ ಬಷೀರ್ ಅನ್ಸಾರಿ,ಜಿಪಂ ಯೋಜನಾ ನಿರ್ದೇಶಕ ಜಗದೇವ ಬಿ, ಜಿಲ್ಲಾ ಕಾರ್ಮಿಕ ಅಧಿಕಾರಿ ಶರಣಪ್ಪ ಹಳಿಮನಿ,ಜಿಲ್ಲಾ ಮಕ್ಕಳ ರಕ್ಷಣಾಧಿಕಾರಿ ಮಂಜುಳಾ ಪಾಟೀಲ ಅವರು ಸೇರಿದಂತೆ ಹಲವರಿದ್ದರು..ಸಂಜೆವಾಣಿ ಚಿತ್ರ <box>960 2192 1488 2289</box>
nigoodha-col-1: ಚಿಟಗುಪ್ಪಾ:ಫೆ.11:ಪಟ್ಟಣದಲಿರುವ ಸಮಾಜ ಕಲ್ಯಾಣ ಇಲಾಖೆಯ ಡಾ.ಬಿರ್.ಅಂಬೇಡ್ಕರ್ ಮೆಟ್ರಿಕ್ ಪೂರ್ವ ಬಾಲಕಿಯರ ವಸತಿ ಶಾಲೆಯಲ್ಲಿ ನಿನ್ನೆ ರಾತ್ರಿ ಸುಮಾರು 8:30ಕ್ಕೆ ನಿಗೂಢ ಶಬ್ದ ಒಂದರ ಶಬ್ದ ಕೇಳಿಸಿಕೊಂಡ ವಿದ್ಯಾರ್ಥಿಗಳು ಭಯಭೀತಿಗೊಂಡು ರಾತ್ರಿ ಪೂರ್ತಿ ಹೆದರಿಕೊಂಡಿದ್ದರು. ವಿದ್ಯಾರ್ಥಿಗಳ ಆಕ್ರಂದನ ಕೇಳಿಸಿಕೊಂಡ ಸುತ್ತಮುತ್ತಲಿನ ಜನರು ವಸತಿ ಶಾಲೆಗೆ ಭೇಟಿ ನೀಡಿದರು ನಂತರ ಸ್ಥಳಕ್ಕೆ ಧಾವಿಸಿದ ಅಲ್ಲಿನ ಮುಖಂಡರು ಶಾಸಕರಿಗೆ ಫೋನ್ ಮೂಲಕ ಕರೆ ಮಾಡಿ ಇಲ್ಲಿ ನಡೆದ ಘಟನೆ ಬಗ್ಗೆ ತಿಳಿಸಿದರು. ನಂತರ ಶಾಸಕರು <box>46 1997 198 2335</box>
person-figure <box>906 277 965 499</box>
magenta-dot <box>1379 2369 1398 2391</box>
headline-nigoodha: ನಿಗೂಢ ಶಬ್ಧ ಬೆಚ್ಚಿಬಿದ್ದ ಬಾಲಕಿಯರ ವಸತಿ ಶಾಲೆ ವಿದ್ಯಾರ್ಥಿಗಳು <box>46 1931 827 1977</box>
bhoomaraddi-col-2: ರಾಗ, ಹಾಗೂ ಹಳೆಯ ವಿದ್ಯಾರ್ಥಿಗಳ ಸಂಘದ ಸಂಯೋಜಕರಾದ ಶ್ರೀಮತಿ ಸುಜಾತಾ ಪಿಡ್ಡೆಗಿ, ಉಪಸ್ಥಿತರಿದ್ದರು. ಕಾರ್ಯಕ್ರಮದಲ್ಲಿ ಸುಮಾರು ಹಳೆಯ ವಿದ್ಯಾರ್ಥಿಗಳಾದ ಡಾ. ಜಗದೀಶ ತಿಬಶೆಟ್ಟಿ, ಡಾ. ಸಂಜೀವಕುಮಾರ ಶೀಲವಂತ, ಡಾ. ಪ್ರೇಮಸಾಗರ ಪಾಟೀಲ, ಶ್ರೀ ಸುಭಾಷ ರತ್ನಾ, ಶ್ರೀ ಕಲ್ಲಪ್ಪ ಕೋಣೆ, ಶ್ರೀಮತಿ ವಿಜಯಲಕ್ಷ್ಮಿ, ಶ್ರೀಮತಿ ಸಂಗೀತ ಕುಲಕರ್ಣಿ ಶ್ರೀ ಜಯೀಂದ್ರ ಪಡಸಾಳೆ, ತಮ್ಮ ತಮ್ಮ ಅನಿಸಿಕೆಗಳನ್ನು ವ್ಯಕ್ತಪಡಿಸಿದರು. ಕಾರ್ಯಕ್ರಮದ ಮೊದಲಿಗೆ ಶ್ರೀಮತಿ ಸುಜಾತಾ ಮತ್ತು ಶ್ರೀಮತಿ ಮಹಾದೇವಿ ಪ್ರಾರ್ಥನೆ ಗೀತೆ ಹಾಡಿದರೆ, ಶ್ರೀ ಸುರೇಶ ಅವರು ನಿರೂಪಿಸಿದರೆ, ಶ್ರೀ ವಿಶ್ವನಾಥ ಸ್ವಾಗತಿಸಿದರೆ, ಶ್ರೀ ಬಸವರಾಜ ಸ್ವಾಮಿ ವಂದಿಸಿದರು. ಕಾರ್ಯಕ್ರಮದಲ್ಲಿ 1994ರ ವರ್ಷ ಸುಮಾರು ಹಳೆ ವಿದ್ಯಾರ್ಥಿಗಳು ಆಗಮಿಸಿದ್ದರು. <box>1312 882 1488 1262</box>
belamagi-col-2: ಉತ್ತಮ ಶಿಕ್ಷಣ ನೀಡುತ್ತಿರುವುದು ಶ್ಲಾಘನೀಯವಾಗಿದೆ ಎಂದರು. ಚಿತ್ರಕಲಾ ಶಿಕ್ಷಕರ ಸಂಘ ಜಿಲ್ಲಾ ಅಧ್ಯಕ್ಷ ಶಾಂತಮಲ್ಲ ಶಿವಭೋ ಮಾತನಾಡುತ್ತಾ ಹಿಂದೆ ಈ ಚಿತ್ರಕಲಾ ಮಹಾವಿದ್ಯಾಲಯದಲ್ಲಿ ಉಪನ್ಯಾಸಕರಾಗಿ ಸೇವೆ ಸಲ್ಲಿಸಿರುವ ನೆನಪಿಸಿಕೊಂಡು ಇಲ್ಲಿ ಕಲಿತ ವಿದ್ಯಾರ್ಥಿಗಳು ವಿಶೇಷ ಚಿತ್ರಕಲಾ ಶಿಕ್ಷಕರಾಗಿ ಸೇವೆ ಸಲ್ಲಿಸುತ್ತಿರುವುದು ಹೆಮ್ಮೆಯ ವಿಷಯವಾಗಿದೆ ಎಂದು ಹೇಳಿದರು. ಕಲಾವಿದ, ಚಿತ್ರಕಲಾ ಶಿಕ್ಷಕ ದೌಲತರಾಯ ಮಾತನಾಡುತ್ತಾ ಚಿತ್ರಕಲಾ ಮಹಾವಿದ್ಯಾಲಯ ಎಲ್ಲಾ ಮೂಲಭೂತ ಸೌಕರ್ಯ ಮತ್ತು ಉತ್ತಮ ಉಪನ್ಯಾಸಕರ ಮಾರ್ಗದರ್ಶನದಲ್ಲಿ ಶಿಕ್ಷಣ ಉತ್ತಮವಾದ ಬದುಕು ಕಟ್ಟಿಕೊಳ್ಳಬೇಕೆಂದು ಕಿವಿಮಾತು ಹೇಳಿದರು. ದಿ ಆರ್ಟ್ ಇಂಟಿಗ್ರೇಷನ್ ಚಿತ್ರಕಲಾ ಮಹಾವಿದ್ಯಾಲಯದ ಪ್ರಾಚಾರ್ಯ ಎಂ ಹೆಚ್. ಬೆಳಮಗಿ ಅಧ್ಯಕ್ಷತೆವಹಿಸಿ <box>226 501 389 946</box>
painting-frame <box>518 220 576 308</box>
person-figure <box>400 2123 460 2330</box>
painting-frame <box>392 228 450 322</box>
photo-police-recovered-jewellery <box>775 1455 1301 1807</box>
people-row-back <box>800 999 1275 1043</box>
maduve-col-3: ಸಾರ್ವಜನಿಕವಾಗಿ ಯಾವುದೇ ರೀತಿಯ ಶಸ್ತ್ರಾಸ್ತ್ರಗಳನ್ನು ಪ್ರದರ್ಶಿಸುವುದು ಕಾನೂನಿನ ಪ್ರಕಾರ ಅಪರಾಧವಾಗಿದ್ದು, ಸಾರ್ವಜನಿಕರಿಗೆ ಭಯ, ಭೀತಿ ಉಂಟಾಗುವ ರೀತಿಯಲ್ಲಿ ಯಾವುದೇ ಶಸ್ತ್ರಾಸ್ತ್ರಗಳನ್ನು ಪ್ರದರ್ಶಿಸಬಾರದು ಹಾಗೂ ಸಾಮಾಜಿಕ ಜಾಲತಾಣಗಳಲ್ಲಿ ಇಂತಹ ಯಾವುದೇ ರೀತಿಯ ಪೋಸ್ಟ್‌ಗಳನ್ನು ಹಂಚಿಕೊಳ್ಳಬಾರದು. ಇಂತಹ ಪೋಸ್ಟ್‌ಗಳನ್ನು ಹಂಚಿಕೊಳ್ಳುವವರ ವಿರುದ್ಧ ಕಾನೂನು ಕ್ರಮ ಕೈಗೊಳ್ಳಲಾಗುವುದು ಎಂದು ಅವರು ತಿಳಿಸಿದ್ದಾರೆ. <box>409 1330 574 1581</box>
black-dot <box>113 2369 132 2391</box>
police-officer-figure <box>984 1561 1050 1805</box>
light-gray-dot <box>157 2369 176 2391</box>
photo-art-exhibition <box>42 204 574 493</box>
belamagi-col-1: ಕಲಬುರಗಿ,ಫೆ.11–ನಗರದ ಕಾಳೇ ಲೇಔಟ್‌ನಲ್ಲಿರುವ ದಿ ಆರ್ಟ್ ಇಂಟಿಗ್ರೇಷನ್ ಸೊಸಾಯಿಟಿ ದಿ ಆರ್ಟ್ ಇಂಟಿಗ್ರೇಶನ್ ಚಿತ್ರಕಲಾ ಮಹಾವಿದ್ಯಾಲಯದ ವಿದ್ಯಾರ್ಥಿಗಳ ಶೈಕ್ಷಣಿಕ ಕಲಾ ಶಿಬಿರದ ಹಂಪಿ ಭೂ ದೃಶ್ಯಕಲಾಕೃತಿಗಳ ಪ್ರದರ್ಶನವನ್ನು ಶಾಲಾ ಶಿಕ್ಷಣ ಇಲಾಖೆ ಅಪರ ಆಯುಕ್ತರ ಕಛೇರಿ ಹಿರಿಯ ಚಿತ್ರಕಲಾ ವಿಷಯ ಪರಿವೀಕ್ಷಕ ಶಿವಾನಂದ ಕೊಪ್ಪದ ಅವರು ಪ್ರದರ್ಶನ ಸಸಿಗೆ ನೀರು ಹಾಕಿ ಉದ್ಘಾಟಿಸಿದರು. ಭೂ ದೃಶ್ಯಗಳನ್ನು ವೀಕ್ಷಿಸಿ ಕಲಾಕೃತಿಗಳನ್ನು ಮೆಚ್ಚಿ ಮಾತನಾಡಿ ಬೆಳಮಗಿ ದಂಪತಿಗಳು ಕಲಾ ಮಹಾವಿದ್ಯಾಲಯದ ಮೂಲಕ ವಿದ್ಯಾರ್ಥಿಗಳಿಗೆ ಉತ್ತಮ ಶಿಕ್ಷಣ ನೀಡುತ್ತಿರುವುದು <box>46 501 209 838</box>
bhoomaraddi-col-1: ಬೀದರ:ಫೆ.11:ಬಿ.ವಿ.ಭೂಮರಡ್ಡಿ ಮಹಾವಿದ್ಯಾಲಯದಲ್ಲಿ ಗೌರವಾನ್ವಿತ ಹೈದ್ರಾಬಾದ ಕರ್ನಾಟಕ ಶಿಕ್ಷಣ ಸಂಸ್ಥೆಯ ಸದಸ್ಯರು ಹಾಗೂ ಬಿ.ವಿ.ಬಿ. ಶಾಲಾ ಕಾಲೇಜು ಆವರಣದ ಸಂಚಾಲಕರಾದ ಡಾ. ರಜನೀಶ್ ಎಸ್. ವಾಲಿಯವರು ಕಾರ್ಯಕ್ರಮದ ಅಧ್ಯಕ್ಷತೆಯನ್ನು ವಹಿಸಿ ಮಾತನಾಡುತ್ತಾ ನಮ್ಮ ಮಹಾವಿದ್ಯಾಲಯ ಕಲಿತ ವಿದ್ಯಾರ್ಥಿಗಳು ದೇಶದ ನಾನಾ ಭಾಗಗಳಲ್ಲಿ ಕೇಂದ್ರದ ಉನ್ನತ ಹುದ್ದೆಗಳಲ್ಲಿ ಆಯ್ಕೆಯಾಗಿರುತ್ತಾ–ರೆ ಹಾಗೂ ರಾಜ್ಯ ಕೆ.ಎ.ಎಸ್. ಹಾಗೂ ಹೊರದೇಶಗಳಲ್ಲಿ ಉದ್ಯೋಗ ಮಾಡುತ್ತಿದ್ದಾರೆ ಎಂದರು. <box>597 882 769 1154</box>
banner <box>867 917 1130 987</box>
mahile-col-2: ಸುದ್ದಿಗೋಷ್ಠಿಯಲ್ಲಿ ಮಾತನಾಡಿ, ಕ್ರಮ ಕೈಗೊಳ್ಳದಿದ್ದರೆ, ತನಿಖೆಯ ಪ್ರಗತಿಯನ್ನು ಗಮನಿಸಿ ಪೊಲೀಸ್ ಆಯುಕ್ತರ ಕಚೇರಿ ಮುಂದೆ ಪ್ರತಿಭಟನೆ ನಡೆಸಲಾಗುವದು ಎಂದರು. ಮಹಿಳೆಗೆ ಮಾರಣಾಂತಿಕ ಹಲ್ಲೆ ನಡೆಸಿ, ಜಾತಿ ನಿಂದನೆ ಮಾಡಲಾಗಿದೆ. ಸಂತ್ರಸ್ತೆಯ ಪರವಾಗಿ ನಿಲ್ಲಬೇಕಾದ ಪೊಲೀಸರು ಆರೋಪಿಗಳ ಪರವಾಗಿ ನಿಂತಿ– <box>226 1678 389 1865</box>
headline-maduve-line2: ಮತೀನ್ ಪಟೇಲ್ ವಿರುದ್ಧ ಪ್ರಕರಣ ದಾಖಲು <box>126 1280 504 1313</box>
kalyana-col-1: ( ನಮ್ಮ ಪ್ರತಿನಿಧಿಯಿಂದ) ಕಲಬುರಗಿ,ಫೆ 11: ವಿವಿಧ ಸಂಘ ಸಂಸ್ಥೆ ಸಂಘಟನೆಗಳ ಸಹಯೋಗದಲ್ಲಿ 1 ನೇ ಕಲ್ಯಾಣ ಕರ್ನಾಟಕ ಚಿತ್ರ ಸಂತೆ ಫೆ. 17 ರಂದು ಬೆಳಿಗ್ಗೆ 11 ಗಂಟೆಗೆ ನಗರದ ಟೌನ್ ಹಾಲ್ ಎದುರುಗಡೆ ಸಾರ್ವಜನಿಕ ಉದ್ಯಾನದಲ್ಲಿ ಉದ್ಘಾಟನೆಗೊಳ್ಳಲಿದೆ ಎಂದು ಆಯೋಜಕ ಮತ್ತು <box>46 1050 209 1215</box>
registration-marks-right <box>1356 2369 1490 2394</box>
registration-marks-left <box>46 2369 179 2394</box>
masthead-contact: ಕಲಬುರಗಿ | ಜಾಹೀರಾತುಗಾಗಿ ಸಂಪರ್ಕಿಸಿ - 94498 71843 <box>46 104 273 117</box>
cyan-dot <box>46 2369 65 2391</box>
person-figure <box>1180 269 1243 499</box>
masthead-city: ಕಲಬುರಗಿ <box>1426 102 1464 116</box>
stage <box>778 1102 1308 1125</box>
theft-col-1: ಕಲಬುರಗಿ,ಫೆ.11–ಸ್ಟೇಷನ್ ಬಜಾರ್ ಪೊಲೀಸರು ಕಾರ್ಯಾಚರಣೆ ನಡೆಸಿ ಇಬ್ಬರು ಮನೆಗಳ್ಳರನ್ನು ಬಂಧಿಸಿ 16.22 ಲಕ್ಷ ರೂ. ಮೌಲ್ಯದ ಚಿನ್ನಾಭರಣ, ನಗದು ಹಣ ವಶ ಪಡಿಸಿಕೊಳ್ಳುವಲ್ಲಿ ಯಶಸ್ವಿಯಾಗಿದ್ದಾರೆ ಎಂದು ನಗರ ಪೊಲೀಸ್ ಆಯುಕ್ತ ಡಾ.ಶರಣಪ್ಪ ಎಸ್.ಡಿ. ತಿಳಿಸಿದರು. ನಗರದ ಪೊಲೀಸ್ ಆಯುಕ್ತರ ಕಚೇರಿಯಲ್ಲಿ ಸುದ್ದಿಗೋಷ್ಠಿಯಲ್ಲಿ ಮಾತನಾಡಿದ ಅವರು, ನಗರದ ಹಳೆ ಜೇವರ್ಗಿ ರಸ್ತೆಯ ಪಿಡಬ್ಲ್ಯೂಡಿ ಕ್ವಾಟರ್ಸ್‌ನಲ್ಲಿ ನಡೆದ ಮನೆ ಕಳ್ಳತನ ಪ್ರಕರಣಕ್ಕೆ ಸಂಬಂಧಿಸಿದಂತೆ ನಗರದ ನಿವಾಸಿ (19) ಎಂಬಾತನನ್ನು ಬಂಧಿಸಿ 1.60 ಲಕ್ಷ ರೂ.ಮೌಲ್ಯದ 10 ಗ್ರಾಂ.ಬಂಗಾರದ ಸುತ್ತುಂಗುರ, 40 ಸಾವಿರ ರೂ.ಮೌಲ್ಯದ <box>597 1455 769 1770</box>
